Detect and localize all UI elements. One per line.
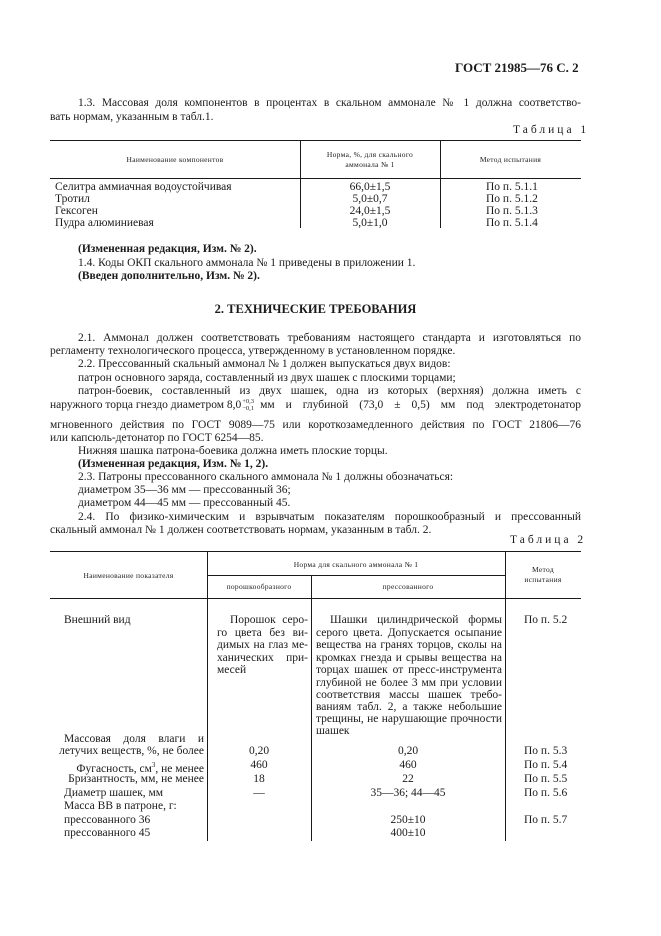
table2-moisture-powder: 0,20 [248, 745, 270, 757]
table2-moisture-name-line2: летучих веществ, %, не более [59, 745, 204, 757]
table1-row-norm: 66,0±1,5 [349, 181, 391, 193]
table2-row-method: По п. 5.5 [524, 773, 568, 785]
table2-row-name: Бризантность, мм, не менее [68, 773, 204, 785]
cell-line: Порошок серо- [230, 614, 308, 626]
cell-line: ханических при- [217, 652, 308, 664]
table1-header-norm-line1: Норма, %, для скального [326, 150, 414, 159]
table2-row-method: По п. 5.4 [524, 759, 568, 771]
table2-mass-36-name: прессованного 36 [64, 814, 151, 826]
table2-row-name: Диаметр шашек, мм [64, 787, 164, 799]
cell-line: глубиной не более 3 мм при условии [316, 677, 502, 689]
table2-appearance-name: Внешний вид [64, 614, 131, 626]
table2-mass-45-pressed: 400±10 [390, 827, 426, 839]
table2-header-method-line1: Метод [532, 565, 554, 574]
cell-line: Шашки цилиндрической формы [330, 614, 502, 626]
table2-header-powder: порошкообразного [226, 582, 292, 591]
table2-header-method-line2: испытания [524, 575, 562, 584]
tolerance-upper: +0,3 [242, 398, 255, 405]
table2-header-norm: Норма для скального аммонала № 1 [293, 560, 419, 569]
table1-header-norm-line2: аммонала № 1 [345, 160, 395, 169]
cell-line: трещины, не нарушающие прочности [316, 713, 502, 725]
table1-row-name: Селитра аммиачная водоустойчивая [55, 181, 232, 193]
table1-row-name: Пудра алюминиевая [55, 217, 154, 229]
table1-header-name: Наименование компонентов [126, 155, 224, 164]
table2-row-powder: — [253, 787, 265, 799]
paragraph-2-2-line7: Нижняя шашка патрона-боевика должна иметь плоские торцы. [78, 445, 388, 457]
name-suffix: , не менее [155, 762, 204, 775]
table1-row-method: По п. 5.1.1 [486, 181, 538, 193]
section-title: 2. ТЕХНИЧЕСКИЕ ТРЕБОВАНИЯ [214, 302, 417, 316]
table2-header-pressed: прессованного [382, 582, 434, 591]
paragraph-1-4: 1.4. Коды ОКП скального аммонала № 1 приведены в приложении 1. [78, 257, 416, 269]
amendment-note: (Измененная редакция, Изм. № 2). [78, 243, 257, 255]
table2-row-pressed: 460 [399, 759, 417, 771]
table1-caption: Таблица 1 [513, 124, 590, 136]
table2-moisture-pressed: 0,20 [397, 745, 419, 757]
paragraph-2-4-line1: 2.4. По физико-химическим и взрывчатым показателям порошкообразный и прессованный [78, 511, 581, 523]
cell-line: шашек [316, 725, 350, 737]
table2-caption: Таблица 2 [510, 534, 587, 546]
table1-row-norm: 24,0±1,5 [349, 205, 391, 217]
cell-line: соответствия массы шашек требо- [316, 689, 502, 701]
paragraph-2-4-line2: скальный аммонал № 1 должен соответствовать нормам, указанным в табл. 2. [50, 524, 432, 536]
page-header: ГОСТ 21985—76 С. 2 [455, 60, 579, 75]
tolerance-lower: −0,1 [242, 405, 255, 412]
tolerance-stack [242, 398, 254, 412]
table2-row-powder: 460 [250, 759, 268, 771]
table2-mass-36-pressed: 250±10 [390, 814, 426, 826]
cell-line: кромках гнезда и срывы вещества на [316, 652, 502, 664]
table1-row-name: Гексоген [55, 205, 98, 217]
paragraph-2-2-line5: мгновенного действия по ГОСТ 9089—75 или короткозамедленного действия по ГОСТ 21806—76 [50, 419, 581, 431]
table1-row-method: По п. 5.1.3 [486, 205, 538, 217]
table1-row-norm: 5,0±1,0 [352, 217, 388, 229]
paragraph-1-3-line1: 1.3. Массовая доля компонентов в процентах в скальном аммонале № 1 должна соответство- [78, 97, 581, 109]
paragraph-2-1-line1: 2.1. Аммонал должен соответствовать требованиям настоящего стандарта и изготовляться по [78, 332, 581, 344]
paragraph-2-2-line2: патрон основного заряда, составленный из двух шашек с плоскими торцами; [78, 372, 456, 384]
table1-row-name: Тротил [55, 193, 90, 205]
table2-header-name: Наименование показателя [83, 571, 174, 580]
paragraph-2-2-line1: 2.2. Прессованный скальный аммонал № 1 должен выпускаться двух видов: [78, 358, 451, 370]
table2-mass-36-method: По п. 5.7 [524, 814, 568, 826]
name-text: Фугасность, см [76, 762, 152, 775]
cell-line: торцах шашек от пресс-инструмента [316, 664, 502, 676]
cell-line: месей [217, 664, 247, 676]
paragraph-2-3-line1: 2.3. Патроны прессованного скального аммонала № 1 должны обозначаться: [78, 471, 454, 483]
table1-row-method: По п. 5.1.2 [486, 193, 538, 205]
amendment-note: (Измененная редакция, Изм. № 1, 2). [78, 458, 269, 470]
paragraph-2-2-line4 [50, 398, 581, 412]
paragraph-2-3-line3: диаметром 44—45 мм — прессованный 45. [78, 497, 291, 509]
table2-row-pressed: 22 [402, 773, 414, 785]
paragraph-2-3-line2: диаметром 35—36 мм — прессованный 36; [78, 484, 291, 496]
paragraph-2-1-line2: регламенту технологического процесса, утвержденному в установленном порядке. [50, 345, 456, 357]
table2-moisture-name-line1: Массовая доля влаги и [64, 733, 204, 745]
table2-mass-name: Масса ВВ в патроне, г: [64, 800, 177, 812]
paragraph-2-2-line3: патрон-боевик, составленный из двух шашек, одна из которых (верхняя) должна иметь с [78, 385, 581, 397]
paragraph-2-2-line4-text-b: мм и глубиной (73,0 ± 0,5) мм под электродетонатор [260, 399, 581, 411]
name-superscript: 3 [151, 761, 156, 769]
table2-mass-45-name: прессованного 45 [64, 827, 151, 839]
cell-line: димых на глаз ме- [217, 639, 308, 651]
cell-line: го цвета без ви- [217, 627, 308, 639]
table1-row-method: По п. 5.1.4 [486, 217, 538, 229]
cell-line: серого цвета. Допускается осыпание [316, 627, 502, 639]
table1-header-method: Метод испытания [479, 155, 542, 164]
paragraph-2-2-line6: или капсюль-детонатор по ГОСТ 6254—85. [50, 432, 264, 444]
table2-moisture-method: По п. 5.3 [524, 745, 568, 757]
introduced-note: (Введен дополнительно, Изм. № 2). [78, 270, 260, 282]
cell-line: вещества на гранях торцов, сколы на [316, 639, 502, 651]
paragraph-1-3-line2: вать нормам, указанным в табл.1. [50, 111, 214, 123]
table2-row-pressed: 35—36; 44—45 [370, 787, 446, 799]
paragraph-2-2-line4-text-a: наружного торца гнездо диаметром 8,0 [50, 399, 242, 411]
table1-row-norm: 5,0±0,7 [352, 193, 388, 205]
cell-line: ваниям табл. 2, а также небольшие [316, 701, 502, 713]
table2-row-method: По п. 5.6 [524, 787, 568, 799]
table2-appearance-method: По п. 5.2 [524, 614, 568, 626]
table2-row-powder: 18 [253, 773, 265, 785]
